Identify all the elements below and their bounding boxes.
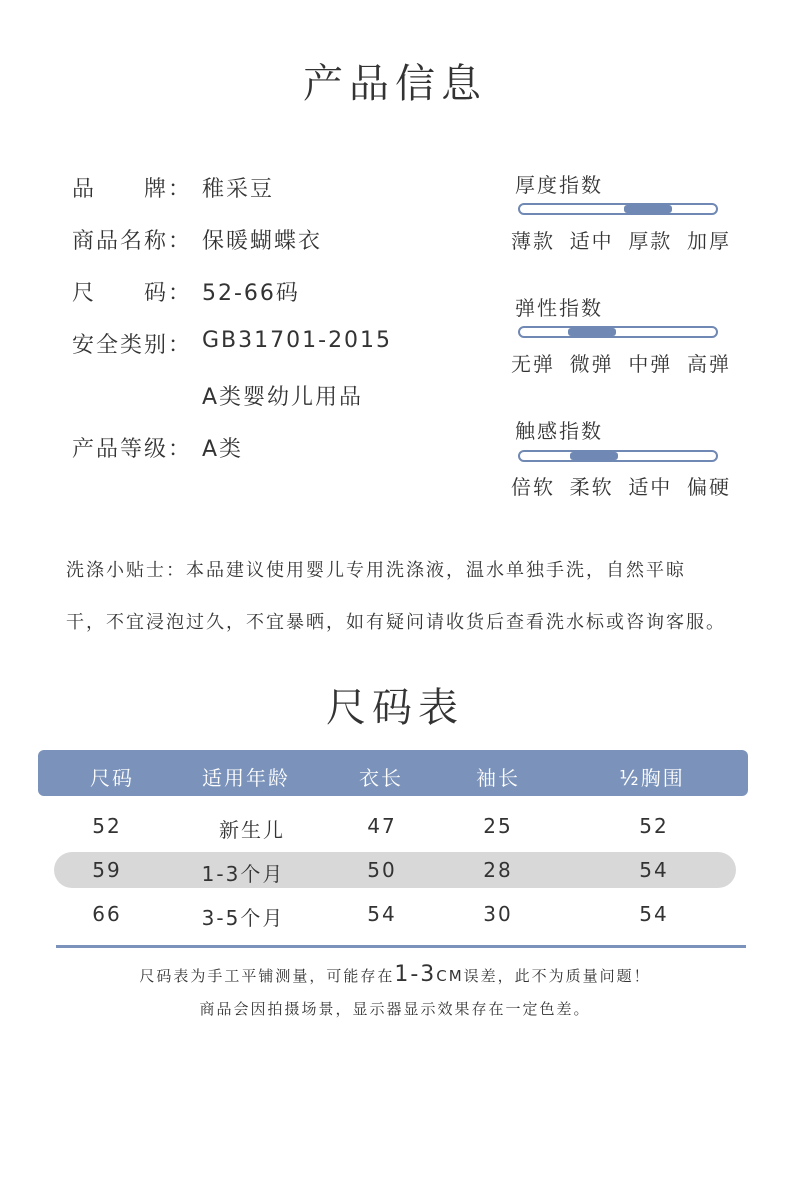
touch-index-bar	[518, 450, 718, 462]
scale-option: 高弹	[686, 352, 731, 376]
cell-size: 66	[92, 902, 122, 926]
scale-option: 适中	[569, 229, 614, 253]
info-row-safety	[72, 328, 392, 359]
scale-option: 倍软	[511, 475, 555, 499]
header-length: 衣长	[359, 766, 403, 790]
info-label: 品 牌：	[72, 177, 193, 202]
color-note: 商品会因拍摄场景，显示器显示效果存在一定色差。	[199, 1000, 591, 1018]
header-chest: ½胸围	[619, 766, 685, 790]
cell-length: 54	[367, 902, 397, 926]
thickness-index-fill	[624, 205, 672, 213]
info-label: 安全类别：	[72, 333, 193, 358]
info-row-brand	[72, 172, 274, 203]
info-value: 保暖蝴蝶衣	[202, 229, 323, 254]
elasticity-index-bar	[518, 326, 718, 338]
info-label: 产品等级：	[72, 437, 193, 462]
cell-sleeve: 28	[483, 858, 513, 882]
info-value: 稚采豆	[202, 177, 275, 202]
cell-age: 新生儿	[219, 818, 285, 842]
info-value: GB31701-2015	[202, 328, 393, 353]
thickness-index-title: 厚度指数	[515, 173, 603, 197]
scale-option: 厚款	[628, 229, 673, 253]
scale-option: 偏硬	[686, 475, 731, 499]
cell-age: 3-5个月	[201, 906, 285, 930]
header-age: 适用年龄	[202, 766, 290, 790]
note-range: 1-3	[394, 962, 437, 987]
cell-sleeve: 30	[483, 902, 513, 926]
cell-size: 59	[92, 858, 122, 882]
info-value: 52-66码	[202, 281, 300, 306]
scale-option: 无弹	[511, 352, 555, 376]
cell-age: 1-3个月	[201, 862, 285, 886]
scale-option: 中弹	[628, 352, 673, 376]
header-size: 尺码	[90, 766, 134, 790]
cell-length: 50	[367, 858, 397, 882]
elasticity-index-fill	[568, 328, 616, 336]
info-label: 尺 码：	[72, 281, 193, 306]
scale-option: 柔软	[569, 475, 614, 499]
cell-chest: 54	[639, 858, 669, 882]
info-row-size	[72, 276, 300, 307]
note-suffix: CM误差，此不为质量问题！	[436, 967, 651, 985]
thickness-index-scale	[511, 225, 731, 254]
cell-chest: 52	[639, 814, 669, 838]
header-sleeve: 袖长	[476, 766, 520, 790]
touch-index-title: 触感指数	[515, 419, 603, 443]
washing-tip-line2: 干，不宜浸泡过久，不宜暴晒，如有疑问请收货后查看洗水标或咨询客服。	[66, 612, 726, 633]
scale-option: 加厚	[686, 229, 731, 253]
table-row	[0, 810, 790, 846]
scale-option: 微弹	[569, 352, 614, 376]
table-divider	[56, 945, 746, 948]
elasticity-index-scale	[511, 348, 731, 377]
elasticity-index-title: 弹性指数	[515, 296, 603, 320]
touch-index-scale	[511, 471, 731, 500]
info-row-product-name	[72, 224, 322, 255]
table-row	[0, 900, 790, 936]
info-value: A类婴幼儿用品	[202, 385, 364, 410]
cell-size: 52	[92, 814, 122, 838]
info-row-safety-cont	[72, 380, 363, 411]
info-label	[72, 380, 202, 411]
scale-option: 适中	[628, 475, 673, 499]
info-value: A类	[202, 437, 244, 462]
cell-length: 47	[367, 814, 397, 838]
table-row	[0, 852, 790, 888]
info-label: 商品名称：	[72, 229, 193, 254]
size-chart-header	[38, 750, 748, 796]
thickness-index-bar	[518, 203, 718, 215]
washing-tip-line1: 洗涤小贴士：本品建议使用婴儿专用洗涤液，温水单独手洗，自然平晾	[66, 560, 686, 581]
size-chart-title: 尺码表	[326, 685, 464, 731]
product-info-title: 产品信息	[303, 61, 487, 107]
cell-chest: 54	[639, 902, 669, 926]
note-prefix: 尺码表为手工平铺测量，可能存在	[139, 967, 395, 985]
measurement-note	[0, 962, 790, 987]
scale-option: 薄款	[511, 229, 555, 253]
touch-index-fill	[570, 452, 618, 460]
cell-sleeve: 25	[483, 814, 513, 838]
info-row-grade	[72, 432, 243, 463]
